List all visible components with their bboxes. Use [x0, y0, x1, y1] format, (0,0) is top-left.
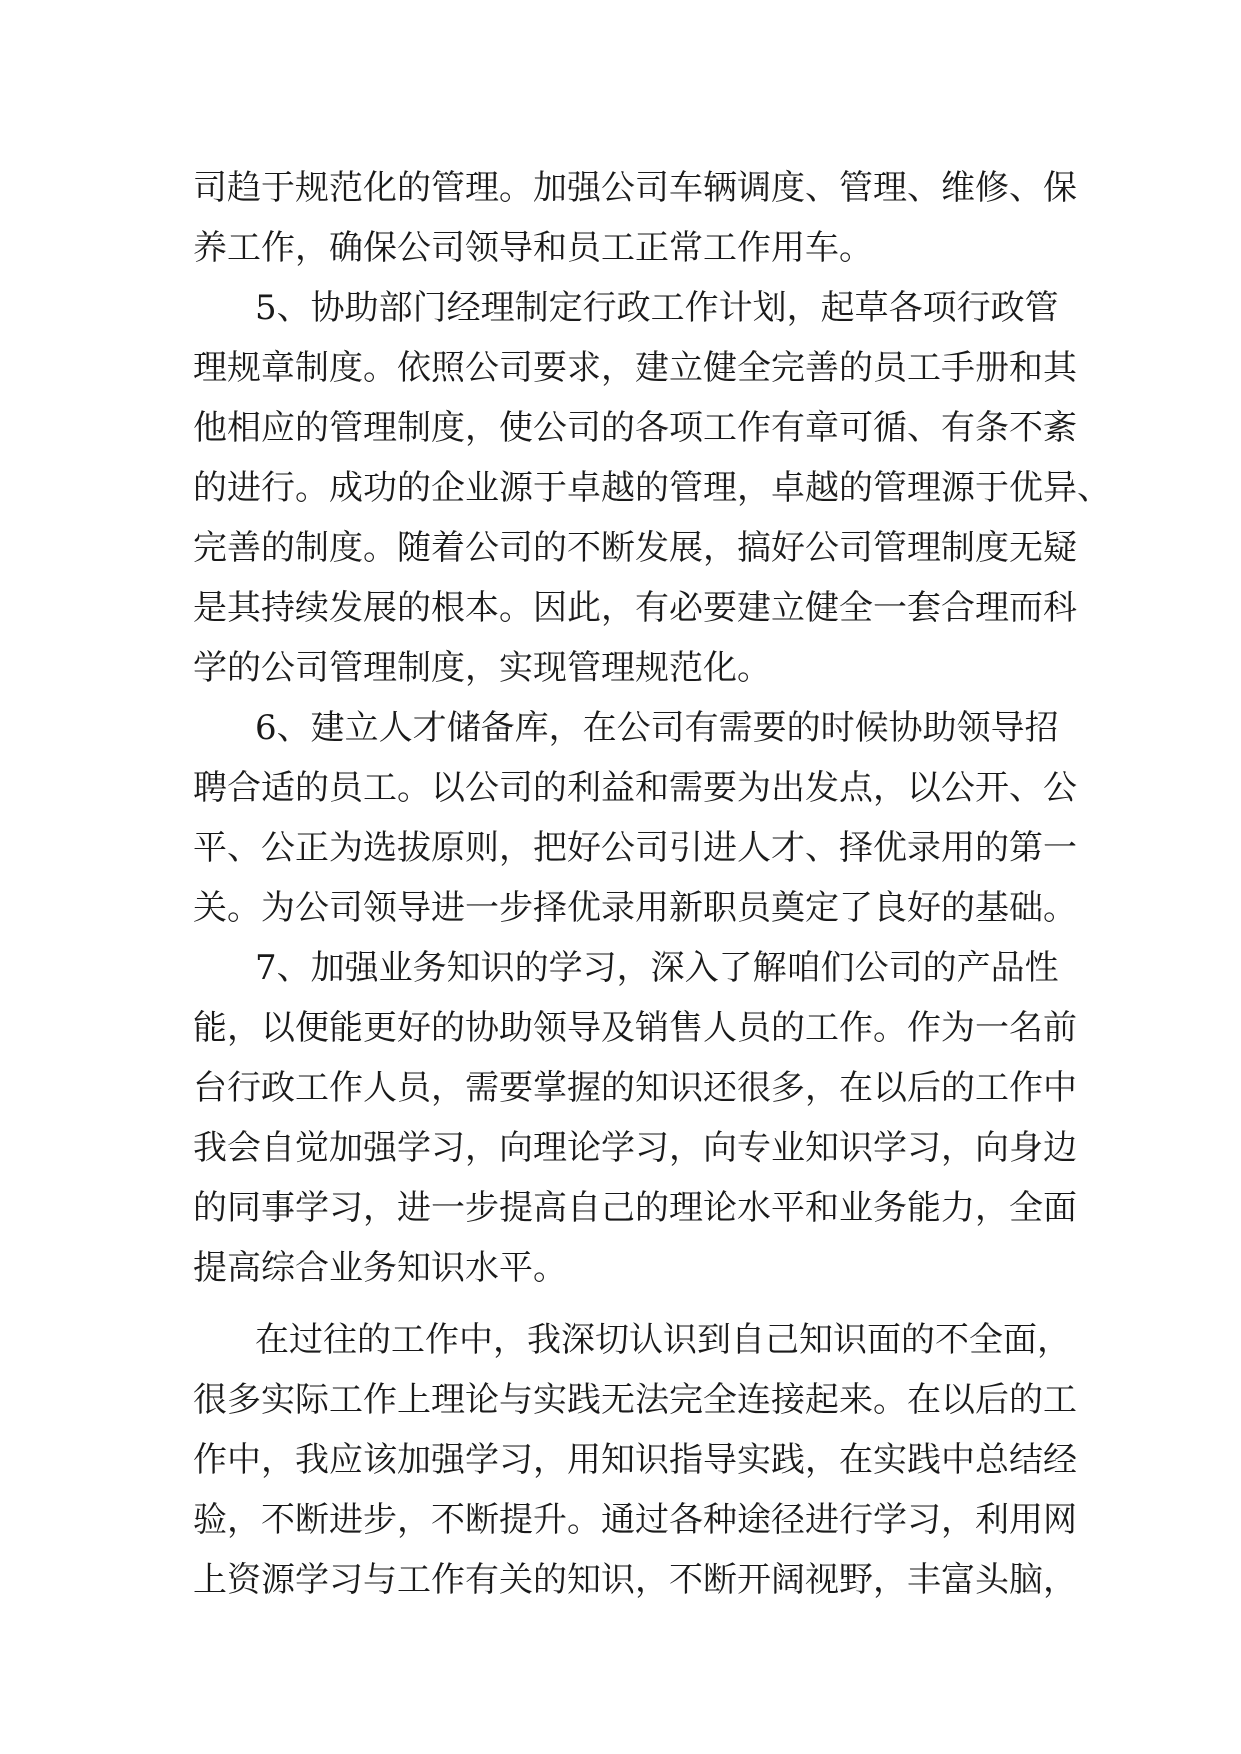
text-line: 提高综合业务知识水平。 [193, 1248, 567, 1288]
text-line: 的同事学习，进一步提高自己的理论水平和业务能力，全面 [193, 1188, 1077, 1228]
paragraph-start-line: 在过往的工作中，我深切认识到自己知识面的不全面， [255, 1320, 1071, 1360]
text-line: 能，以便能更好的协助领导及销售人员的工作。作为一名前 [193, 1008, 1077, 1048]
text-line: 很多实际工作上理论与实践无法完全连接起来。在以后的工 [193, 1380, 1077, 1420]
text-line: 台行政工作人员，需要掌握的知识还很多，在以后的工作中 [193, 1068, 1077, 1108]
text-line: 养工作，确保公司领导和员工正常工作用车。 [193, 228, 873, 268]
text-line: 平、公正为选拔原则，把好公司引进人才、择优录用的第一 [193, 828, 1077, 868]
text-line: 关。为公司领导进一步择优录用新职员奠定了良好的基础。 [193, 888, 1077, 928]
text-line: 我会自觉加强学习，向理论学习，向专业知识学习，向身边 [193, 1128, 1077, 1168]
text-line: 学的公司管理制度，实现管理规范化。 [193, 648, 771, 688]
text-line: 聘合适的员工。以公司的利益和需要为出发点，以公开、公 [193, 768, 1077, 808]
text-line: 上资源学习与工作有关的知识，不断开阔视野，丰富头脑， [193, 1560, 1077, 1600]
list-item-5-line: 5、协助部门经理制定行政工作计划，起草各项行政管 [255, 288, 1059, 328]
text-line: 他相应的管理制度，使公司的各项工作有章可循、有条不紊 [193, 408, 1077, 448]
text-line: 司趋于规范化的管理。加强公司车辆调度、管理、维修、保 [193, 168, 1077, 208]
text-line: 验，不断进步，不断提升。通过各种途径进行学习，利用网 [193, 1500, 1077, 1540]
text-line: 是其持续发展的根本。因此，有必要建立健全一套合理而科 [193, 588, 1077, 628]
list-item-7-line: 7、加强业务知识的学习，深入了解咱们公司的产品性 [255, 948, 1059, 988]
body-text [193, 158, 1111, 1610]
text-line: 作中，我应该加强学习，用知识指导实践，在实践中总结经 [193, 1440, 1077, 1480]
text-line: 理规章制度。依照公司要求，建立健全完善的员工手册和其 [193, 348, 1077, 388]
list-item-6-line: 6、建立人才储备库，在公司有需要的时候协助领导招 [255, 708, 1059, 748]
text-line: 完善的制度。随着公司的不断发展，搞好公司管理制度无疑 [193, 528, 1077, 568]
text-line: 的进行。成功的企业源于卓越的管理，卓越的管理源于优异、 [193, 468, 1111, 508]
